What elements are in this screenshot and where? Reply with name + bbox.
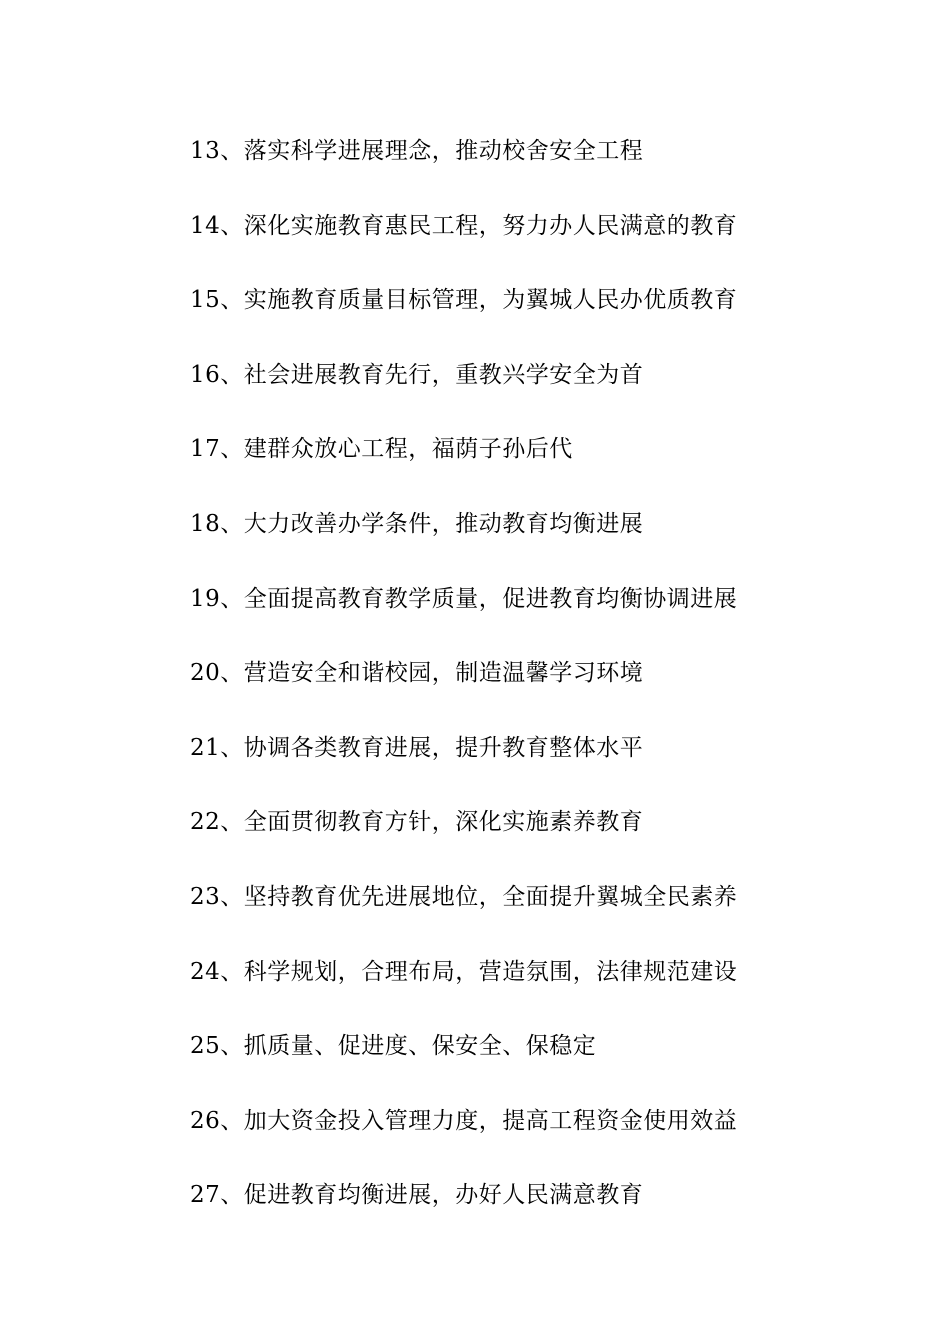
slogan-item-14: 14、深化实施教育惠民工程，努力办人民满意的教育 xyxy=(190,212,738,239)
slogan-item-21: 21、协调各类教育进展，提升教育整体水平 xyxy=(190,734,644,761)
slogan-item-22: 22、全面贯彻教育方针，深化实施素养教育 xyxy=(190,809,644,836)
slogan-item-16: 16、社会进展教育先行，重教兴学安全为首 xyxy=(190,361,644,388)
slogan-item-15: 15、实施教育质量目标管理，为翼城人民办优质教育 xyxy=(190,287,738,314)
slogan-item-26: 26、加大资金投入管理力度，提高工程资金使用效益 xyxy=(190,1107,738,1134)
slogan-item-24: 24、科学规划，合理布局，营造氛围，法律规范建设 xyxy=(190,958,738,985)
slogan-item-25: 25、抓质量、促进度、保安全、保稳定 xyxy=(190,1033,597,1060)
slogan-list xyxy=(190,134,737,1253)
slogan-item-19: 19、全面提高教育教学质量，促进教育均衡协调进展 xyxy=(190,585,738,612)
slogan-item-20: 20、营造安全和谐校园，制造温馨学习环境 xyxy=(190,660,644,687)
slogan-item-23: 23、坚持教育优先进展地位，全面提升翼城全民素养 xyxy=(190,883,738,910)
slogan-item-18: 18、大力改善办学条件，推动教育均衡进展 xyxy=(190,510,644,537)
slogan-item-13: 13、落实科学进展理念，推动校舍安全工程 xyxy=(190,138,644,164)
slogan-item-27: 27、促进教育均衡进展，办好人民满意教育 xyxy=(190,1182,644,1209)
slogan-item-17: 17、建群众放心工程，福荫子孙后代 xyxy=(190,436,573,463)
